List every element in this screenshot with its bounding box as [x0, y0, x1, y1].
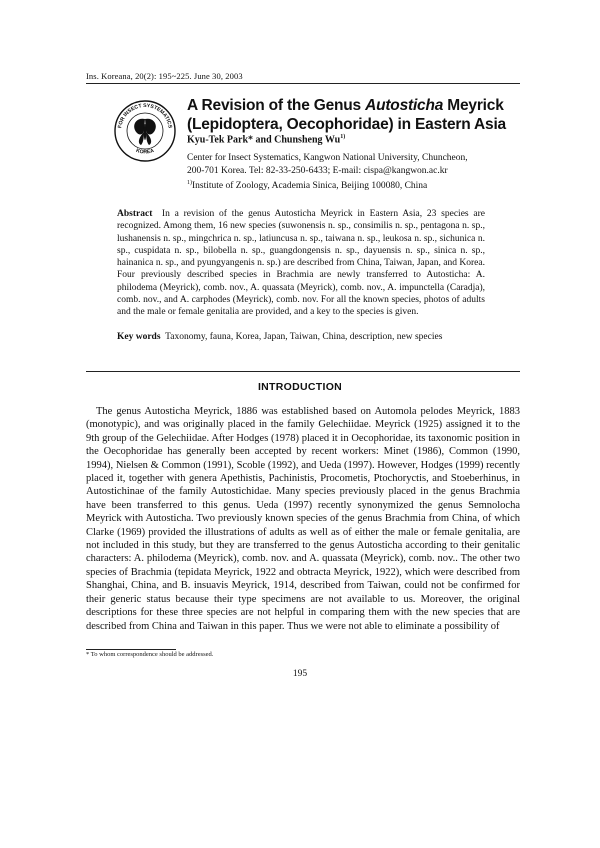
title-suffix: Meyrick — [443, 97, 504, 114]
journal-citation: Ins. Koreana, 20(2): 195~225. June 30, 2003 — [86, 71, 243, 81]
affiliation-sup: 1) — [187, 180, 192, 186]
abstract-text: In a revision of the genus Autosticha Meyrick in Eastern Asia, 23 species are recognized. Among them, 16 new species (suwonensis n. sp., consimilis n. sp., pentagona n. sp., lushanensis n. sp., mingchrica n. sp., latiuncusa n. sp., taiwana n. sp., leukosa n. sp., sichunica n. sp., cuspidata n. sp., bilobella n. sp., guangdongensis n. sp., dayuensis n. sp., sinica n. sp., hainanica n. sp., and pyungyangenis n. sp.) are described from China, Taiwan, Japan, and Korea. Four previously described species in Brachmia are newly transferred to Autosticha: A. philodema (Meyrick), comb. nov., A. quassata (Meyrick), comb. nov., A. impunctella (Caradja), comb. nov., and A. carphodes (Meyrick), comb. nov. For all the known species, photos of adults and the male or female genitalia are provided, and a key to the species is given. — [117, 209, 485, 318]
header-rule — [86, 83, 520, 84]
introduction-heading: INTRODUCTION — [257, 381, 343, 393]
page-number: 195 — [292, 669, 308, 679]
abstract — [117, 208, 485, 319]
keywords-label: Key words — [117, 332, 161, 342]
title-line2: (Lepidoptera, Oecophoridae) in Eastern Asia — [187, 116, 506, 133]
title-prefix: A Revision of the Genus — [187, 97, 366, 114]
affiliation-line-1: Center for Insect Systematics, Kangwon National University, Chuncheon, — [187, 153, 468, 163]
affiliation-line-3-text: Institute of Zoology, Academia Sinica, Beijing 100080, China — [192, 181, 428, 192]
abstract-label: Abstract — [117, 209, 153, 219]
introduction-text: The genus Autosticha Meyrick, 1886 was established based on Automola pelodes Meyrick, 1883 (monotypic), and was originally placed in the family Gelechiidae. Meyrick (1925) assigned it to the 9th group of the Gelechiidae. After Hodges (1978) placed it in Oecophoridae, its taxonomic position in the Oecophoridae has generally been accepted by recent workers: Minet (1986), Common (1990, 1994), Nielsen & Common (1991), Scoble (1992), and Ueda (1997). However, Hodges (1999) recently placed it, together with genera Apethistis, Pachinistis, Procometis, Ptochoryctis, and Stoeberhinus, in Autostichinae of the family Autostichidae. Many species previously placed in the genus Brachmia have been transferred to this genus. Ueda (1997) recently synonymized the genus Semnolocha Meyrick with Autosticha. Two previously known species of the genus Brachmia from China, of which Clarke (1969) provided the illustrations of adults as well as of either the male or female genitalia, are not included in this study, but they are transferred to the genus Autosticha according to their genitalic characters: A. philodema (Meyrick), comb. nov. and A. quassata (Meyrick), comb. nov.. The other two species of Brachmia (tepidata Meyrick, 1922 and obtracta Meyrick, 1922), which were described from Shanghai, China, and B. insuavis Meyrick, 1914, described from Taiwan, could not be confirmed for their generic status because their type specimens are not available to us. Moreover, the original descriptions for these three species are not helpful in comparing them with the new species that are described from China and Taiwan in this paper. Thus we were not able to eliminate a possibility of — [86, 406, 520, 632]
author-names: Kyu-Tek Park* and Chunsheng Wu — [187, 134, 341, 146]
author-sup: 1) — [340, 134, 346, 140]
affiliation-line-3 — [187, 177, 517, 193]
footnote: * To whom correspondence should be addressed. — [86, 651, 214, 658]
section-rule — [86, 371, 520, 372]
logo-top-text: FOR INSECT SYSTEMATICS — [117, 102, 173, 129]
logo-bottom-text: KOREA — [135, 147, 155, 156]
keywords-text: Taxonomy, fauna, Korea, Japan, Taiwan, China, description, new species — [165, 332, 443, 342]
affiliation-line-2: 200-701 Korea. Tel: 82-33-250-6433; E-mail: cispa@kangwon.ac.kr — [187, 165, 448, 176]
authors — [187, 134, 345, 145]
paper-title — [187, 96, 527, 134]
affiliations — [187, 152, 517, 193]
keywords — [117, 331, 485, 343]
title-genus: Autosticha — [365, 97, 444, 114]
footnote-rule — [86, 649, 176, 650]
cis-logo — [113, 99, 177, 163]
introduction-body — [86, 405, 520, 633]
